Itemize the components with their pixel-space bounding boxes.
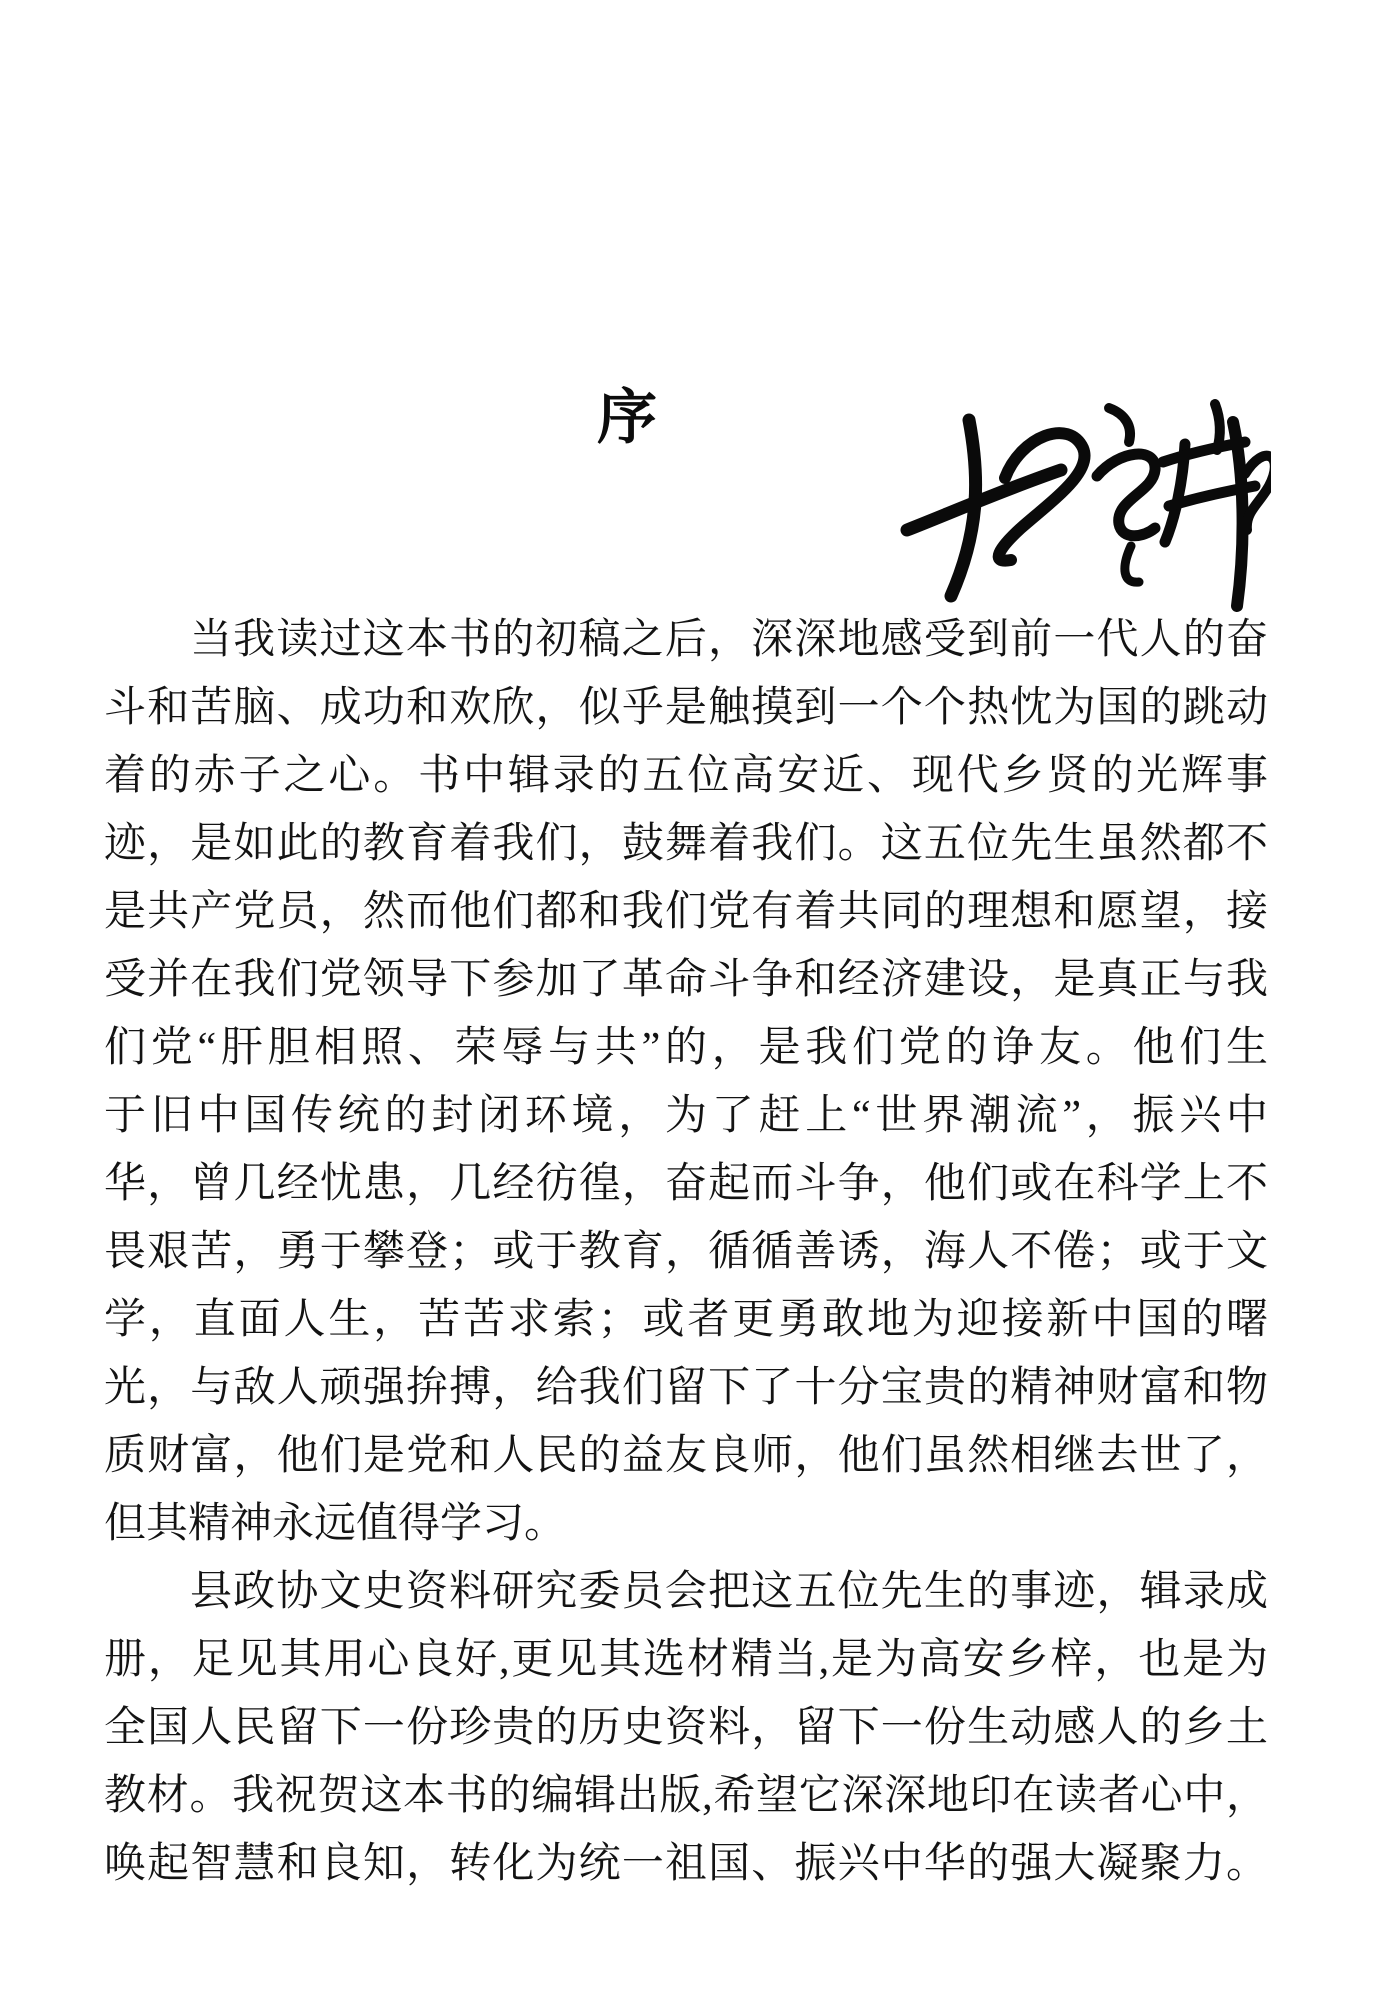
text-line: 们党“肝胆相照、荣辱与共”的，是我们党的诤友。他们生: [104, 1025, 1268, 1071]
text-line: 册，足见其用心良好,更见其选材精当,是为高安乡梓，也是为: [104, 1637, 1268, 1683]
text-line: 受并在我们党领导下参加了革命斗争和经济建设，是真正与我: [104, 957, 1268, 1003]
text-line: 华，曾几经忧患，几经彷徨，奋起而斗争，他们或在科学上不: [104, 1161, 1268, 1207]
text-line: 斗和苦脑、成功和欢欣，似乎是触摸到一个个热忱为国的跳动: [104, 685, 1268, 731]
text-line: 全国人民留下一份珍贵的历史资料，留下一份生动感人的乡土: [104, 1705, 1268, 1751]
text-line: 着的赤子之心。书中辑录的五位高安近、现代乡贤的光辉事: [104, 753, 1268, 799]
text-line: 当我读过这本书的初稿之后，深深地感受到前一代人的奋: [190, 617, 1268, 663]
paragraph-2: [104, 1558, 1268, 1898]
paragraph-1: [104, 606, 1268, 1558]
page-title: 序: [597, 385, 659, 451]
text-line: 学，直面人生，苦苦求索；或者更勇敢地为迎接新中国的曙: [104, 1297, 1268, 1343]
text-line: 于旧中国传统的封闭环境，为了赶上“世界潮流”，振兴中: [104, 1093, 1268, 1139]
text-line: 教材。我祝贺这本书的编辑出版,希望它深深地印在读者心中，: [104, 1773, 1268, 1819]
text-line: 唤起智慧和良知，转化为统一祖国、振兴中华的强大凝聚力。: [104, 1841, 1268, 1887]
text-line: 迹，是如此的教育着我们，鼓舞着我们。这五位先生虽然都不: [104, 821, 1268, 867]
handwritten-signature: [893, 378, 1271, 620]
text-line: 质财富，他们是党和人民的益友良师，他们虽然相继去世了，: [104, 1433, 1268, 1479]
text-line: 畏艰苦，勇于攀登；或于教育，循循善诱，海人不倦；或于文: [104, 1229, 1268, 1275]
text-line: 县政协文史资料研究委员会把这五位先生的事迹，辑录成: [190, 1569, 1268, 1615]
text-line: 光，与敌人顽强拚搏，给我们留下了十分宝贵的精神财富和物: [104, 1365, 1268, 1411]
text-line: 是共产党员，然而他们都和我们党有着共同的理想和愿望，接: [104, 889, 1268, 935]
preface-body: [104, 606, 1268, 1898]
text-line: 但其精神永远值得学习。: [104, 1501, 567, 1547]
